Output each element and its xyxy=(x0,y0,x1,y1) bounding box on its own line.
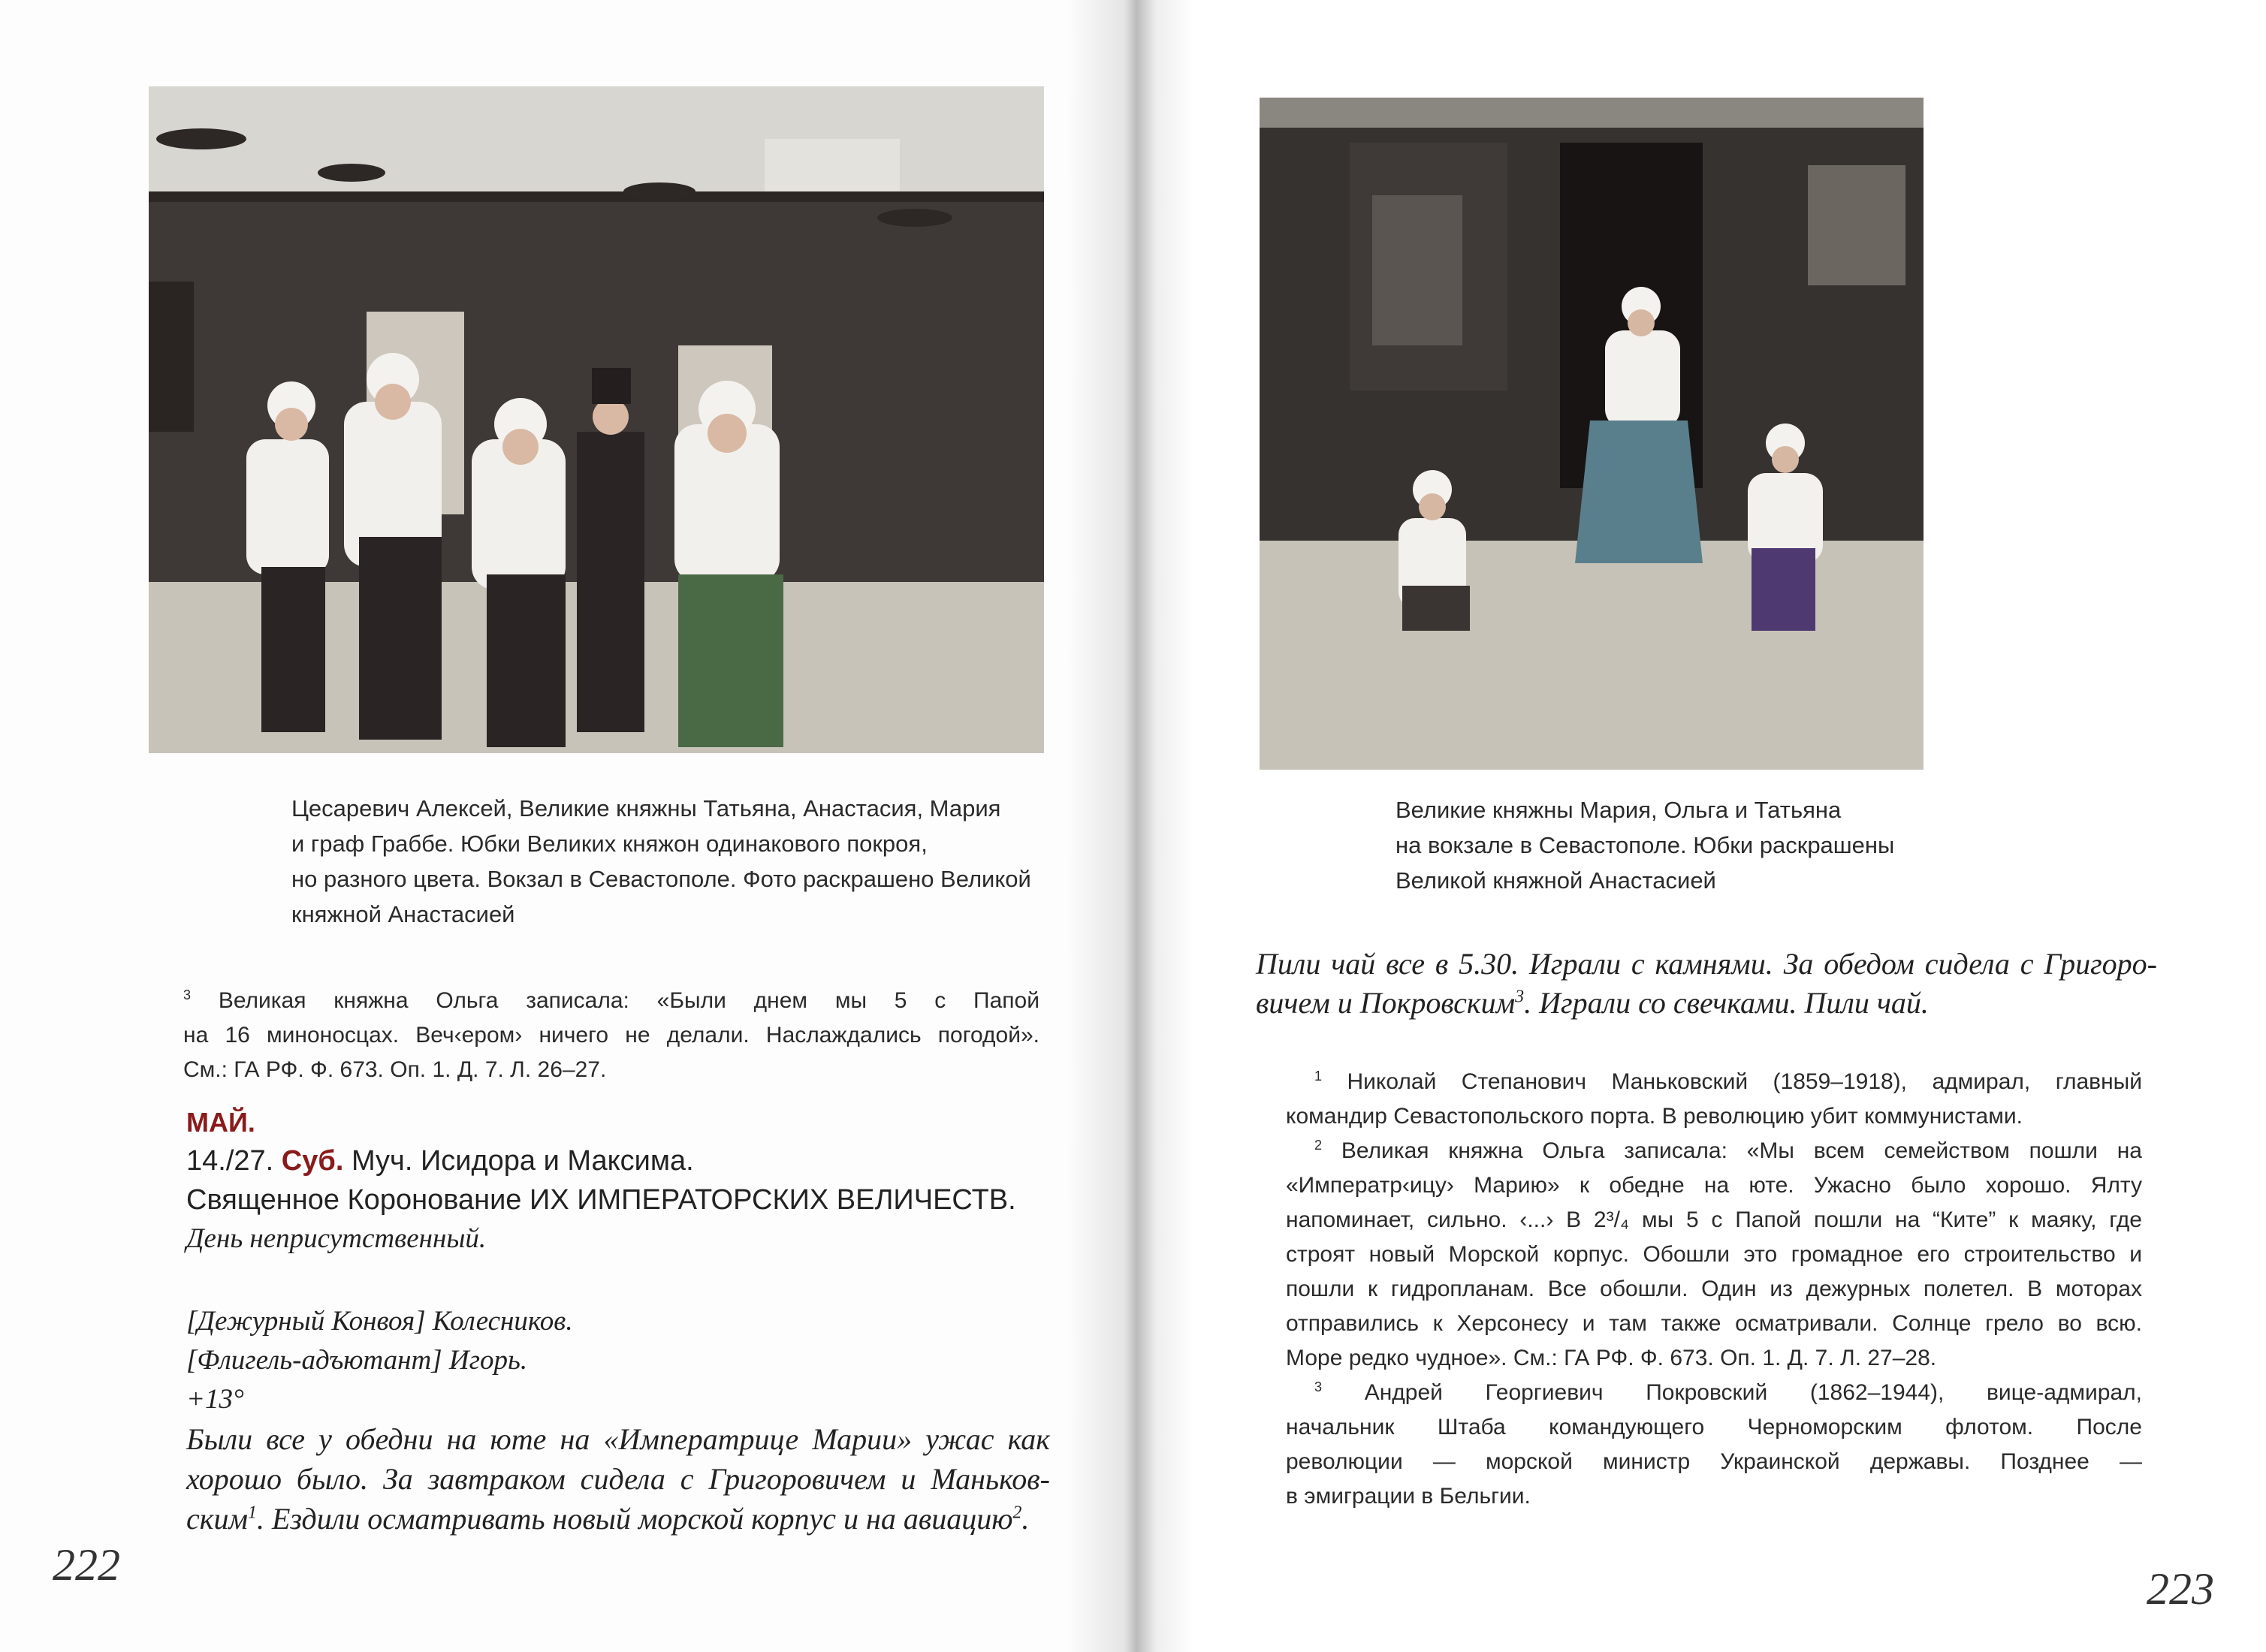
date-line xyxy=(186,1141,1050,1180)
entry-feast: Священное Коронование ИХ ИМПЕРАТОРСКИХ ВЕЛИЧЕСТВ. xyxy=(186,1184,1016,1216)
footnotes-right xyxy=(1286,1065,2142,1514)
left-page xyxy=(0,0,1127,1652)
caption-line: Великие княжны Мария, Ольга и Татьяна xyxy=(1396,797,1842,823)
footnote-marker: 3 xyxy=(1314,1379,1323,1394)
footnote-ref: 3 xyxy=(1515,987,1525,1007)
footnote-marker: 1 xyxy=(1314,1069,1323,1084)
group-photo-right xyxy=(1260,98,1924,770)
diary-text-right xyxy=(1256,945,2157,1023)
footnote-line: См.: ГА РФ. Ф. 673. Оп. 1. Д. 7. Л. 26–27. xyxy=(183,1057,607,1082)
footnote-line: отправились к Херсонесу и там также осматривали. Солнце грело во всю. xyxy=(1286,1311,2142,1336)
footnote-line: Море редко чудное». См.: ГА РФ. Ф. 673. Оп. 1. Д. 7. Л. 27–28. xyxy=(1286,1346,1937,1370)
footnote-1 xyxy=(1286,1065,2142,1134)
caption-line: Цесаревич Алексей, Великие княжны Татьяна, Анастасия, Мария xyxy=(291,795,1001,821)
diary-entry xyxy=(186,1104,1050,1539)
caption-line: но разного цвета. Вокзал в Севастополе. Фото раскрашено Великой xyxy=(291,866,1031,892)
footnote-line: пошли к гидропланам. Все обошли. Один из дежурных полетел. В моторах xyxy=(1286,1277,2142,1301)
diary-fragment: . xyxy=(1021,1502,1030,1536)
diary-fragment: . Ездили осматривать новый морской корпус и на авиацию xyxy=(257,1502,1013,1536)
footnote-line xyxy=(1286,1065,2142,1099)
footnote-line: начальник Штаба командующего Черноморским флотом. После xyxy=(1286,1415,2142,1439)
caption-line: Великой княжной Анастасией xyxy=(1396,867,1716,894)
diary-fragment: . Играли со свечками. Пили чай. xyxy=(1524,986,1929,1020)
footnote-text: Великая княжна Ольга записала: «Мы всем семейством пошли на xyxy=(1341,1138,2142,1163)
diary-fragment: вичем и Покровским xyxy=(1256,986,1516,1020)
footnote-line: на 16 миноносцах. Веч‹ером› ничего не делали. Наслаждались погодой». xyxy=(183,1023,1039,1048)
temperature: +13° xyxy=(186,1384,244,1415)
footnote-2 xyxy=(1286,1134,2142,1376)
duty-convoy: [Дежурный Конвоя] Колесников. xyxy=(186,1306,573,1337)
page-number-right: 223 xyxy=(2147,1564,2214,1614)
entry-weekday: Суб. xyxy=(281,1145,344,1177)
page-number-left: 222 xyxy=(53,1540,120,1590)
footnote-line: революции — морской министр Украинской державы. Позднее — xyxy=(1286,1449,2142,1474)
month-heading: МАЙ. xyxy=(186,1107,255,1138)
train-photo-illustration xyxy=(149,86,1044,753)
footnote-3-left xyxy=(183,984,1039,1087)
diary-line: Были все у обедни на юте на «Императрице Марии» ужас как xyxy=(186,1422,1050,1456)
footnote-text: Великая княжна Ольга записала: «Были днем мы 5 с Папой xyxy=(218,988,1039,1013)
footnote-line xyxy=(1286,1376,2142,1410)
group-photo-left xyxy=(149,86,1044,753)
entry-note: День неприсутственный. xyxy=(186,1223,487,1254)
right-page xyxy=(1127,0,2266,1652)
footnote-line xyxy=(1286,1134,2142,1168)
footnote-marker: 3 xyxy=(183,987,192,1002)
photo-caption-right xyxy=(1396,792,1894,898)
footnote-line: напоминает, сильно. ‹...› В 2³/₄ мы 5 с Папой пошли на “Ките” к маяку, где xyxy=(1286,1207,2142,1232)
caption-line: и граф Граббе. Юбки Великих княжон одинакового покроя, xyxy=(291,831,928,857)
duty-adjutant: [Флигель-адъютант] Игорь. xyxy=(186,1345,528,1376)
diary-line: Пили чай все в 5.30. Играли с камнями. За обедом сидела с Григоро- xyxy=(1256,947,2157,981)
entry-saints: Муч. Исидора и Максима. xyxy=(351,1145,694,1177)
footnote-text: Андрей Георгиевич Покровский (1862–1944), вице-адмирал, xyxy=(1364,1380,2142,1405)
diary-line xyxy=(186,1499,1050,1539)
book-gutter xyxy=(1067,0,1194,1652)
footnote-ref: 1 xyxy=(248,1503,257,1523)
footnote-3 xyxy=(1286,1376,2142,1514)
diary-line xyxy=(1256,984,2157,1023)
photo-caption-left xyxy=(291,791,1031,932)
caption-line: на вокзале в Севастополе. Юбки раскрашены xyxy=(1396,832,1895,858)
caption-line: княжной Анастасией xyxy=(291,901,515,927)
footnote-line: командир Севастопольского порта. В революцию убит коммунистами. xyxy=(1286,1104,2023,1129)
footnote-ref: 2 xyxy=(1012,1503,1022,1523)
diary-line: хорошо было. За завтраком сидела с Григоровичем и Маньков- xyxy=(186,1462,1050,1496)
diary-fragment: ским xyxy=(186,1502,248,1536)
footnote-line: строят новый Морской корпус. Обошли это громадное его строительство и xyxy=(1286,1242,2142,1267)
footnote-line: «Императр‹ицу› Марию» к обедне на юте. Ужасно было хорошо. Ялту xyxy=(1286,1173,2142,1198)
footnote-marker: 2 xyxy=(1314,1138,1323,1153)
train-platform-illustration xyxy=(1260,98,1924,770)
footnote-text: Николай Степанович Маньковский (1859–1918), адмирал, главный xyxy=(1347,1069,2142,1094)
footnote-line xyxy=(183,984,1039,1018)
entry-date: 14./27. xyxy=(186,1145,274,1177)
footnote-line: в эмиграции в Бельгии. xyxy=(1286,1484,1531,1509)
diary-text xyxy=(186,1419,1050,1539)
